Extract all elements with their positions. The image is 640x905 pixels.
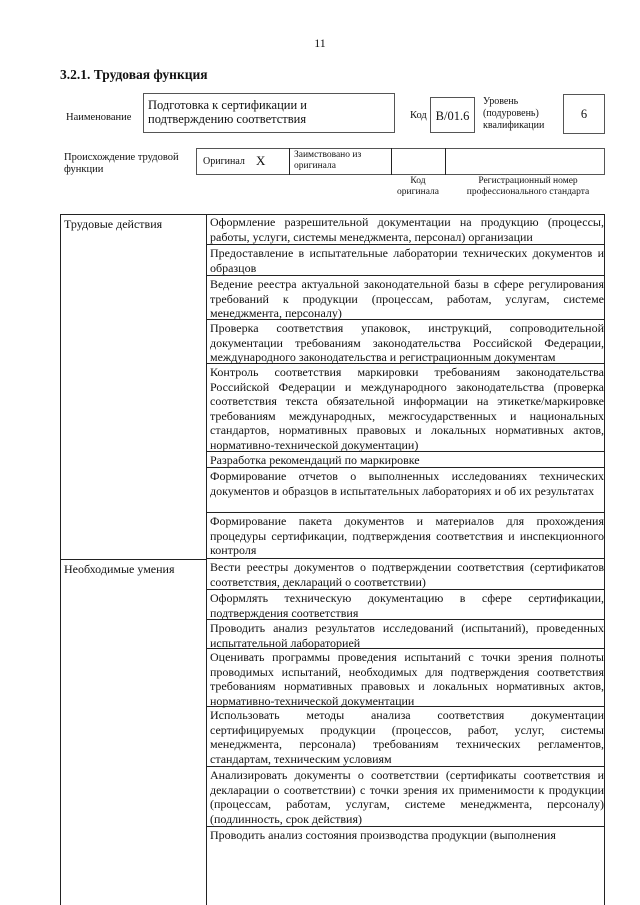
level-label: Уровень (подуровень) квалификации: [483, 96, 545, 131]
labor-action-item: Контроль соответствия маркировки требованиям законодательства Российской Федерации и международного законодательства (проверка соответствия текста обязательной информации на этикетке/маркировке требованиям международных, межгосударственных и национальных стандартов, нормативных правовых и локальных нормативных актов, нормативно-технической документации): [207, 364, 604, 452]
skills-label: Необходимые умения: [64, 562, 175, 576]
origin-label: Происхождение трудовой функции: [64, 152, 179, 175]
name-box: [143, 93, 395, 133]
code-label: Код: [410, 110, 427, 121]
skill-item: Проводить анализ состояния производства продукции (выполнения: [210, 828, 556, 842]
labor-action-item: Ведение реестра актуальной законодательной базы в сфере регулирования требований к продукции (процессам, работам, услугам, системе менеджмента, персоналу): [207, 276, 604, 320]
labor-action-item: Проверка соответствия упаковок, инструкций, сопроводительной документации требованиям законодательства Российской Федерации, международного законодательства и регистрационным документам: [207, 320, 604, 364]
reg-caption: Регистрационный номер профессионального стандарта: [466, 176, 590, 197]
page-number: 11: [314, 36, 326, 50]
name-value: Подготовка к сертификации и подтверждению соответствия: [148, 98, 307, 126]
code-value: B/01.6: [435, 109, 470, 123]
skill-item: Проводить анализ результатов исследований (испытаний), проведенных испытательной лабораторией: [207, 620, 604, 649]
skill-item: Оценивать программы проведения испытаний с точки зрения полноты проводимых испытаний, необходимых для подтверждения соответствия требованиям нормативных правовых и локальных нормативных актов, нормативно-технической документации: [207, 649, 604, 707]
skill-item: Вести реестры документов о подтверждении соответствия (сертификатов соответствия, деклараций о соответствии): [207, 559, 604, 590]
origin-divider-2: [391, 148, 392, 175]
labor-action-item: Предоставление в испытательные лаборатории технических документов и образцов: [207, 245, 604, 276]
table-right-border: [604, 214, 605, 905]
skill-item: Анализировать документы о соответствии (сертификаты соответствия и декларации о соответствии) с точки зрения их применимости к продукции (процессам, работам, услугам, системе менеджмента, персоналу) (подлинность, срок действия): [207, 767, 604, 827]
labor-action-item: Формирование пакета документов и материалов для прохождения процедуры сертификации, подтверждения соответствия и инспекционного контроля: [207, 513, 604, 559]
labor-action-item: Разработка рекомендаций по маркировке: [207, 452, 604, 468]
labor-actions-label: Трудовые действия: [64, 217, 163, 231]
section-divider: [60, 559, 206, 560]
level-value: 6: [580, 107, 588, 121]
labor-action-item: Оформление разрешительной документации на продукцию (процессы, работы, услуги, системы менеджмента, персонал) организации: [207, 214, 604, 245]
skill-item: Использовать методы анализа соответствия документации сертифицируемых продукции (процессов, работ, услуг, системы менеджмента, персонала) требованиям технических регламентов, стандартам, техническим условиям: [207, 707, 604, 767]
labor-action-item: Формирование отчетов о выполненных исследованиях технических документов и образцов в испытательных лабораториях и об их результатах: [207, 468, 604, 513]
level-box: [563, 94, 605, 134]
name-label: Наименование: [66, 112, 132, 123]
borrowed-label: Заимствовано из оригинала: [294, 150, 362, 171]
code-box: [430, 97, 475, 133]
original-mark: X: [256, 153, 266, 168]
original-label: Оригинал: [203, 156, 245, 167]
section-title: 3.2.1. Трудовая функция: [60, 67, 208, 82]
code-caption: Код оригинала: [397, 176, 439, 197]
origin-divider-1: [289, 148, 290, 175]
origin-divider-3: [445, 148, 446, 175]
skill-item: Оформлять техническую документацию в сфере сертификации, подтверждения соответствия: [207, 590, 604, 620]
